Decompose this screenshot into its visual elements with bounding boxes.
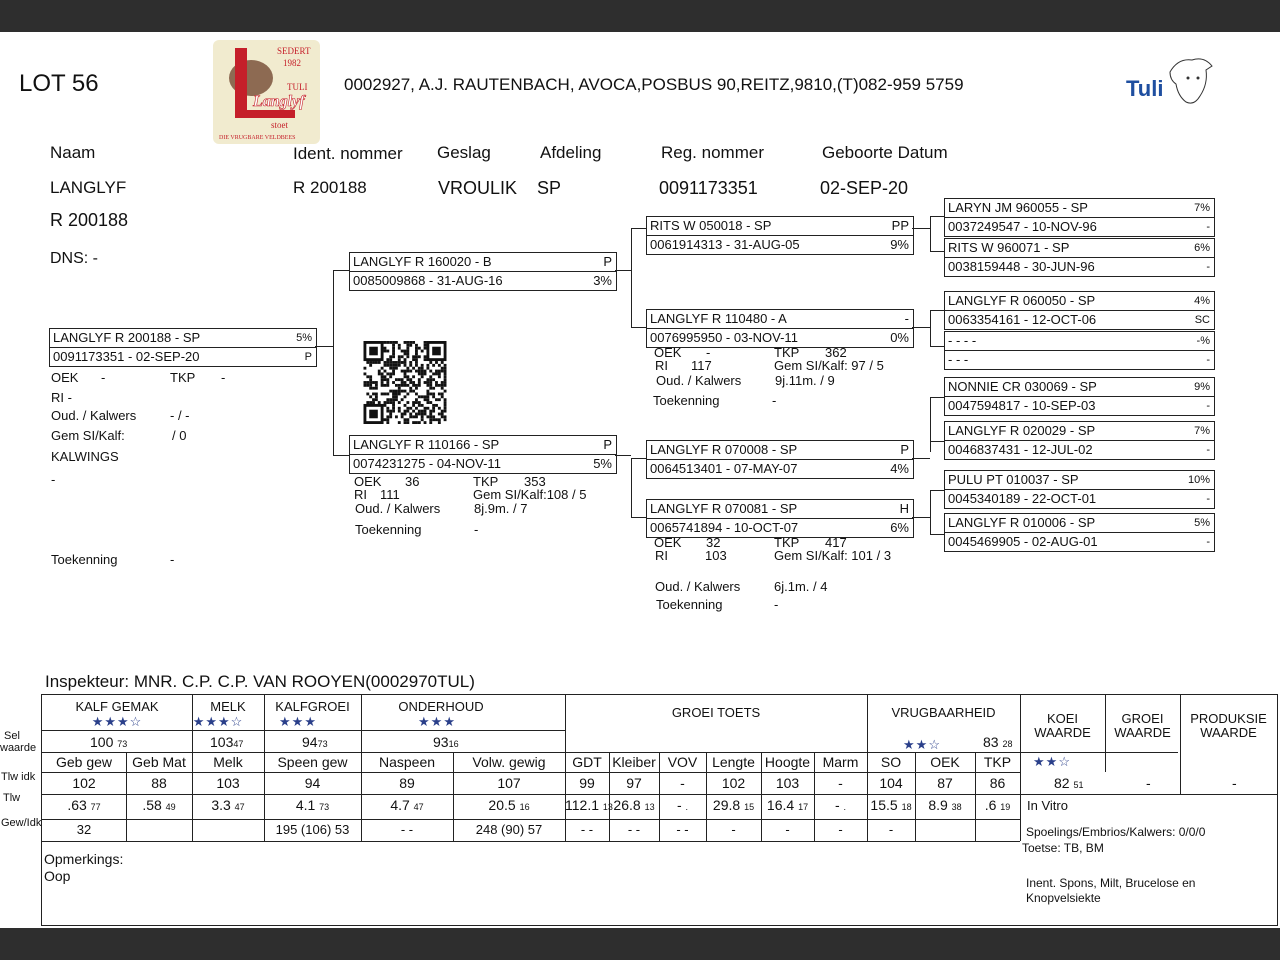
connector-line: [631, 228, 632, 328]
great-grandparent-reg: 0045340189 - 22-OCT-01: [948, 491, 1097, 506]
sel-kalf-gemak: 100 73: [90, 734, 128, 750]
connector-line: [631, 458, 632, 518]
grandparent-name: LANGLYF R 070008 - SP: [650, 442, 798, 457]
dam-oek-label: OEK: [354, 474, 382, 489]
column-header-cell: TKP: [983, 754, 1012, 770]
sel-melk: 10347: [210, 734, 244, 750]
subject-oek-value: -: [101, 370, 106, 385]
grandparent-box: [646, 309, 914, 348]
grandparent-pct: 4%: [890, 461, 909, 476]
tlw-cell: .58 49: [142, 797, 176, 813]
header-groei-1: GROEI: [1121, 711, 1164, 726]
grandparent-flag: -: [904, 311, 909, 326]
header-vrugbaarheid: VRUGBAARHEID: [891, 705, 996, 720]
opmerkings-value: Oop: [44, 868, 71, 884]
grandparent-pct: 0%: [890, 330, 909, 345]
gp2-oud-value: 9j.11m. / 9: [775, 373, 835, 388]
column-header-cell: VOV: [667, 754, 698, 770]
grandparent-flag: P: [900, 442, 909, 457]
connector-line: [615, 455, 631, 456]
owner-details: 0002927, A.J. RAUTENBACH, AVOCA,POSBUS 90,REITZ,9810,(T)082-959 5759: [344, 75, 964, 94]
dam-tkp-value: 353: [524, 474, 546, 489]
grandparent-pct: 6%: [890, 520, 909, 535]
gp4-ri-label: RI: [655, 548, 668, 563]
tlw-cell: 26.8 13: [613, 797, 655, 813]
column-header-cell: Volw. gewig: [472, 754, 546, 770]
subject-reg: 0091173351 - 02-SEP-20: [53, 349, 200, 364]
grandparent-flag: H: [899, 501, 909, 516]
connector-line: [930, 216, 931, 252]
tlw-idk-cell: 89: [399, 775, 415, 791]
column-header-cell: GDT: [572, 754, 602, 770]
connector-line: [930, 346, 944, 347]
grid-line: [42, 772, 1020, 773]
stars-kalf-gemak: ★★★☆: [91, 714, 143, 729]
great-grandparent-box: [944, 238, 1215, 277]
gp2-ri-label: RI: [655, 358, 668, 373]
grandparent-name: LANGLYF R 070081 - SP: [650, 501, 798, 516]
column-header-cell: OEK: [930, 754, 960, 770]
animal-naam: LANGLYF: [50, 178, 127, 197]
gp4-tkp-label: TKP: [774, 535, 800, 550]
grandparent-reg: 0076995950 - 03-NOV-11: [650, 330, 798, 345]
tlw-idk-cell: -: [680, 775, 685, 791]
side-label-gew-idk: Gew/Idk: [1, 817, 42, 829]
dam-name: LANGLYF R 110166 - SP: [353, 437, 500, 452]
great-grandparent-name: PULU PT 010037 - SP: [948, 472, 1079, 487]
great-grandparent-pct: 7%: [1194, 202, 1210, 214]
gp2-tkp-label: TKP: [774, 345, 800, 360]
great-grandparent-box: [944, 198, 1215, 237]
great-grandparent-name: NONNIE CR 030069 - SP: [948, 379, 1097, 394]
gew-idk-cell: -: [785, 822, 790, 837]
dns-value: DNS: -: [50, 250, 98, 267]
dam-flag: P: [603, 437, 612, 452]
tlw-cell: 15.5 18: [870, 797, 912, 813]
toetse: Toetse: TB, BM: [1022, 841, 1104, 855]
connector-line: [930, 490, 931, 535]
sel-kalfgroei: 9473: [302, 734, 328, 750]
subject-ri: RI -: [51, 390, 72, 405]
tlw-cell: 16.4 17: [766, 797, 809, 813]
connector-line: [930, 310, 944, 311]
dam-ri-label: RI: [354, 487, 367, 502]
sire-box: [349, 252, 617, 291]
dam-toekenning-label: Toekenning: [355, 522, 422, 537]
tlw-cell: 3.3 47: [211, 797, 245, 813]
gp2-oud-label: Oud. / Kalwers: [656, 373, 742, 388]
gp2-toekenning-value: -: [772, 393, 777, 408]
connector-line: [930, 251, 944, 252]
tlw-idk-cell: 87: [937, 775, 953, 791]
animal-ident-large: R 200188: [50, 210, 129, 230]
tlw-cell: 4.7 47: [390, 797, 424, 813]
dam-box: [349, 435, 617, 474]
qr-code-icon: [361, 341, 449, 424]
langlyf-logo: [213, 40, 320, 144]
column-header-cell: Kleiber: [612, 754, 656, 770]
koei-idk: 82 51: [1054, 775, 1084, 791]
gew-idk-cell: 195 (106) 53: [275, 822, 350, 837]
tlw-idk-cell: 86: [989, 775, 1006, 791]
inentings-1: Inent. Spons, Milt, Brucelose en: [1026, 876, 1196, 890]
tlw-idk-cell: 97: [626, 775, 642, 791]
grandparent-name: RITS W 050018 - SP: [650, 218, 772, 233]
great-grandparent-box: [944, 331, 1215, 370]
connector-line: [333, 455, 349, 456]
svg-text:SEDERT: SEDERT: [277, 46, 311, 56]
animal-reg: 0091173351: [659, 178, 758, 198]
grandparent-reg: 0061914313 - 31-AUG-05: [650, 237, 800, 252]
great-grandparent-pct: 4%: [1194, 295, 1210, 307]
gp4-tkp-value: 417: [825, 535, 847, 550]
header-kalfgroei: KALFGROEI: [275, 699, 350, 714]
grid-line: [565, 695, 566, 752]
dam-oud-value: 8j.9m. / 7: [474, 501, 528, 516]
dam-pct: 5%: [593, 456, 612, 471]
tlw-idk-cell: 102: [721, 775, 746, 791]
spoelings: Spoelings/Embrios/Kalwers: 0/0/0: [1026, 825, 1206, 839]
great-grandparent-name: LANGLYF R 010006 - SP: [948, 515, 1096, 530]
column-header-cell: Hoogte: [764, 754, 811, 770]
great-grandparent-flag: -: [1206, 400, 1210, 412]
tlw-cell: .6 19: [984, 797, 1011, 813]
animal-ident: R 200188: [293, 178, 367, 197]
great-grandparent-flag: -: [1206, 221, 1210, 233]
connector-line: [912, 327, 930, 328]
great-grandparent-box: [944, 513, 1215, 552]
dam-ri-value: 111: [380, 487, 400, 502]
great-grandparent-flag: -: [1206, 493, 1210, 505]
dam-oud-label: Oud. / Kalwers: [355, 501, 441, 516]
grid-line: [867, 695, 868, 752]
svg-text:Tuli: Tuli: [1126, 76, 1164, 101]
great-grandparent-pct: 9%: [1194, 381, 1210, 393]
stars-koei: ★★☆: [1033, 754, 1071, 769]
gp4-toekenning-label: Toekenning: [656, 597, 723, 612]
tuli-logo: [1108, 44, 1220, 124]
connector-line: [930, 490, 944, 491]
animal-afdeling: SP: [537, 178, 562, 198]
tlw-idk-cell: 94: [304, 775, 321, 791]
connector-line: [912, 228, 930, 229]
connector-line: [912, 517, 930, 518]
grandparent-box: [646, 499, 914, 538]
tlw-cell: 29.8 15: [712, 797, 755, 813]
tlw-idk-cell: 88: [151, 775, 167, 791]
gew-idk-cell: 248 (90) 57: [475, 822, 543, 837]
tlw-idk-cell: 107: [497, 775, 521, 791]
grandparent-pct: 9%: [890, 237, 909, 252]
great-grandparent-flag: -: [1206, 444, 1210, 456]
subject-pct: 5%: [296, 332, 312, 344]
header-koei-2: WAARDE: [1034, 725, 1091, 740]
connector-line: [631, 458, 646, 459]
label-geslag: Geslag: [437, 143, 491, 162]
gp4-oek-label: OEK: [654, 535, 682, 550]
grid-line: [42, 730, 565, 731]
subject-name: LANGLYF R 200188 - SP: [53, 330, 201, 345]
animal-geslag: VROULIK: [438, 178, 518, 198]
gew-idk-cell: - -: [580, 822, 594, 837]
opmerkings-label: Opmerkings:: [44, 851, 124, 867]
dam-tkp-label: TKP: [473, 474, 499, 489]
connector-line: [930, 310, 931, 347]
grandparent-box: [646, 216, 914, 255]
gp2-oek-label: OEK: [654, 345, 682, 360]
subject-flag: P: [304, 351, 312, 363]
gew-idk-cell: -: [888, 822, 894, 837]
pedigree-page: [0, 32, 1280, 928]
stars-melk: ★★★☆: [192, 714, 244, 729]
label-naam: Naam: [50, 143, 96, 162]
grid-line: [42, 752, 1178, 753]
great-grandparent-box: [944, 470, 1215, 509]
grid-line: [42, 819, 1020, 820]
tlw-idk-cell: 99: [579, 775, 595, 791]
gp2-tkp-value: 362: [825, 345, 847, 360]
produksie-idk: -: [1232, 775, 1237, 791]
gew-idk-cell: -: [838, 822, 843, 837]
gew-idk-cell: - -: [676, 822, 689, 837]
performance-table: [41, 694, 1278, 926]
sel-onderhoud: 9316: [433, 734, 459, 750]
column-header-cell: Marm: [822, 754, 859, 770]
gew-idk-cell: - -: [400, 822, 414, 837]
inspector-name: Inspekteur: MNR. C.P. C.P. VAN ROOYEN(0002970TUL): [45, 672, 475, 691]
great-grandparent-pct: 10%: [1187, 474, 1210, 486]
subject-tkp-label: TKP: [170, 370, 196, 385]
great-grandparent-reg: - - -: [948, 352, 969, 367]
inentings-2: Knopvelsiekte: [1026, 891, 1101, 905]
label-geboorte: Geboorte Datum: [822, 143, 948, 162]
dam-reg: 0074231275 - 04-NOV-11: [353, 456, 501, 471]
great-grandparent-reg: 0047594817 - 10-SEP-03: [948, 398, 1096, 413]
sire-flag: P: [603, 254, 612, 269]
connector-line: [930, 397, 931, 452]
column-header-cell: SO: [880, 754, 902, 770]
column-header-cell: Lengte: [712, 754, 755, 770]
column-header-cell: Geb Mat: [132, 754, 186, 770]
subject-toekenning-value: -: [170, 552, 175, 567]
connector-line: [930, 397, 944, 398]
great-grandparent-box: [944, 377, 1215, 416]
side-label-tlw: Tlw: [3, 792, 21, 804]
connector-line: [631, 517, 646, 518]
connector-line: [615, 270, 631, 271]
gp2-toekenning-label: Toekenning: [653, 393, 720, 408]
tlw-cell: 20.5 16: [488, 797, 530, 813]
column-header-cell: Melk: [213, 754, 243, 770]
gew-idk-cell: 32: [76, 822, 92, 837]
grid-line: [42, 841, 1020, 842]
connector-line: [930, 441, 944, 442]
gp4-gem: Gem SI/Kalf: 101 / 3: [774, 548, 892, 563]
tlw-idk-cell: 104: [879, 775, 903, 791]
label-reg: Reg. nommer: [661, 143, 764, 162]
great-grandparent-flag: -: [1206, 354, 1210, 366]
connector-line: [930, 216, 944, 217]
label-ident: Ident. nommer: [293, 144, 403, 163]
tlw-cell: 8.9 38: [928, 797, 962, 813]
grandparent-flag: PP: [891, 218, 909, 233]
dam-oek-value: 36: [405, 474, 420, 489]
svg-text:stoet: stoet: [271, 120, 288, 130]
great-grandparent-pct: -%: [1196, 335, 1210, 347]
subject-tkp-value: -: [221, 370, 226, 385]
header-produksie-1: PRODUKSIE: [1190, 711, 1267, 726]
groei-idk: -: [1146, 775, 1151, 791]
header-groei-2: WAARDE: [1114, 725, 1171, 740]
in-vitro: In Vitro: [1027, 798, 1068, 813]
great-grandparent-name: - - - -: [948, 333, 977, 348]
side-label-tlw-idk: Tlw idk: [1, 771, 36, 783]
stars-onderhoud: ★★★: [418, 714, 456, 729]
gew-idk-cell: - -: [627, 822, 641, 837]
subject-box: [49, 328, 317, 367]
svg-text:1982: 1982: [283, 58, 301, 68]
tlw-cell: - .: [834, 797, 847, 813]
great-grandparent-reg: 0063354161 - 12-OCT-06: [948, 312, 1097, 327]
great-grandparent-name: LANGLYF R 020029 - SP: [948, 423, 1096, 438]
dam-gem: Gem SI/Kalf:108 / 5: [473, 487, 587, 502]
header-kalf-gemak: KALF GEMAK: [75, 699, 159, 714]
stars-kalfgroei: ★★★: [279, 714, 317, 729]
svg-text:DIE VRUGBARE VELDBEES: DIE VRUGBARE VELDBEES: [219, 135, 296, 141]
great-grandparent-box: [944, 421, 1215, 460]
gew-idk-cell: -: [731, 822, 736, 837]
tlw-idk-cell: 103: [216, 775, 240, 791]
tlw-idk-cell: -: [838, 775, 843, 791]
great-grandparent-name: LARYN JM 960055 - SP: [948, 200, 1088, 215]
tlw-cell: .63 77: [67, 797, 101, 813]
lot-number: LOT 56: [19, 70, 99, 97]
connector-line: [631, 228, 646, 229]
gp2-gem: Gem SI/Kalf: 97 / 5: [774, 358, 884, 373]
tlw-idk-cell: 103: [775, 775, 800, 791]
header-onderhoud: ONDERHOUD: [398, 699, 484, 714]
subject-oek-label: OEK: [51, 370, 79, 385]
grandparent-name: LANGLYF R 110480 - A: [650, 311, 787, 326]
great-grandparent-flag: -: [1206, 261, 1210, 273]
connector-line: [631, 327, 646, 328]
great-grandparent-pct: 7%: [1194, 425, 1210, 437]
sel-vrugbaarheid: 83 28: [983, 734, 1013, 750]
great-grandparent-box: [944, 291, 1215, 330]
tlw-idk-cell: 102: [72, 775, 96, 791]
great-grandparent-name: LANGLYF R 060050 - SP: [948, 293, 1096, 308]
column-header-cell: Speen gew: [277, 754, 348, 770]
subject-oud-value: - / -: [170, 408, 190, 423]
great-grandparent-name: RITS W 960071 - SP: [948, 240, 1070, 255]
subject-gem-value: / 0: [172, 428, 187, 443]
great-grandparent-flag: SC: [1194, 314, 1210, 326]
gp4-ri-value: 103: [705, 548, 727, 563]
subject-kalwings-label: KALWINGS: [51, 449, 119, 464]
sire-reg: 0085009868 - 31-AUG-16: [353, 273, 503, 288]
tlw-cell: 112.1 13: [565, 797, 613, 813]
gp4-oek-value: 32: [706, 535, 721, 550]
dam-toekenning-value: -: [474, 522, 479, 537]
great-grandparent-reg: 0037249547 - 10-NOV-96: [948, 219, 1097, 234]
subject-kalwings-value: -: [51, 472, 56, 487]
tlw-cell: - .: [676, 797, 689, 813]
gp4-oud-value: 6j.1m. / 4: [774, 579, 828, 594]
grandparent-reg: 0065741894 - 10-OCT-07: [650, 520, 799, 535]
subject-toekenning-label: Toekenning: [51, 552, 118, 567]
header-koei-1: KOEI: [1046, 711, 1079, 726]
connector-line: [333, 270, 334, 456]
great-grandparent-reg: 0046837431 - 12-JUL-02: [948, 442, 1093, 457]
great-grandparent-flag: -: [1206, 536, 1210, 548]
connector-line: [930, 534, 944, 535]
connector-line: [912, 458, 930, 459]
gp2-ri-value: 117: [691, 358, 712, 373]
sire-pct: 3%: [593, 273, 612, 288]
side-label-waarde: waarde: [0, 742, 37, 754]
great-grandparent-reg: 0038159448 - 30-JUN-96: [948, 259, 1095, 274]
animal-geboorte: 02-SEP-20: [820, 178, 909, 198]
great-grandparent-pct: 5%: [1194, 517, 1210, 529]
grid-line: [1180, 695, 1181, 794]
header-melk: MELK: [210, 699, 246, 714]
svg-text:Langlyf: Langlyf: [253, 93, 305, 110]
column-header-cell: Geb gew: [55, 754, 113, 770]
gp4-oud-label: Oud. / Kalwers: [655, 579, 741, 594]
stars-vrugbaarheid: ★★☆: [903, 737, 941, 752]
great-grandparent-reg: 0045469905 - 02-AUG-01: [948, 534, 1098, 549]
svg-text:TULI: TULI: [287, 82, 308, 92]
subject-oud-label: Oud. / Kalwers: [51, 408, 137, 423]
connector-line: [333, 270, 349, 271]
connector-line: [315, 346, 333, 347]
side-label-sel: Sel: [4, 730, 20, 742]
grandparent-box: [646, 440, 914, 479]
header-produksie-2: WAARDE: [1200, 725, 1257, 740]
grandparent-reg: 0064513401 - 07-MAY-07: [650, 461, 798, 476]
gp4-toekenning-value: -: [774, 597, 779, 612]
header-groei-toets: GROEI TOETS: [671, 705, 761, 720]
tlw-cell: 4.1 73: [295, 797, 330, 813]
sire-name: LANGLYF R 160020 - B: [353, 254, 492, 269]
gp2-oek-value: -: [706, 345, 711, 360]
subject-gem-label: Gem SI/Kalf:: [51, 428, 125, 443]
label-afdeling: Afdeling: [540, 143, 602, 162]
great-grandparent-pct: 6%: [1194, 242, 1210, 254]
column-header-cell: Naspeen: [378, 754, 436, 770]
